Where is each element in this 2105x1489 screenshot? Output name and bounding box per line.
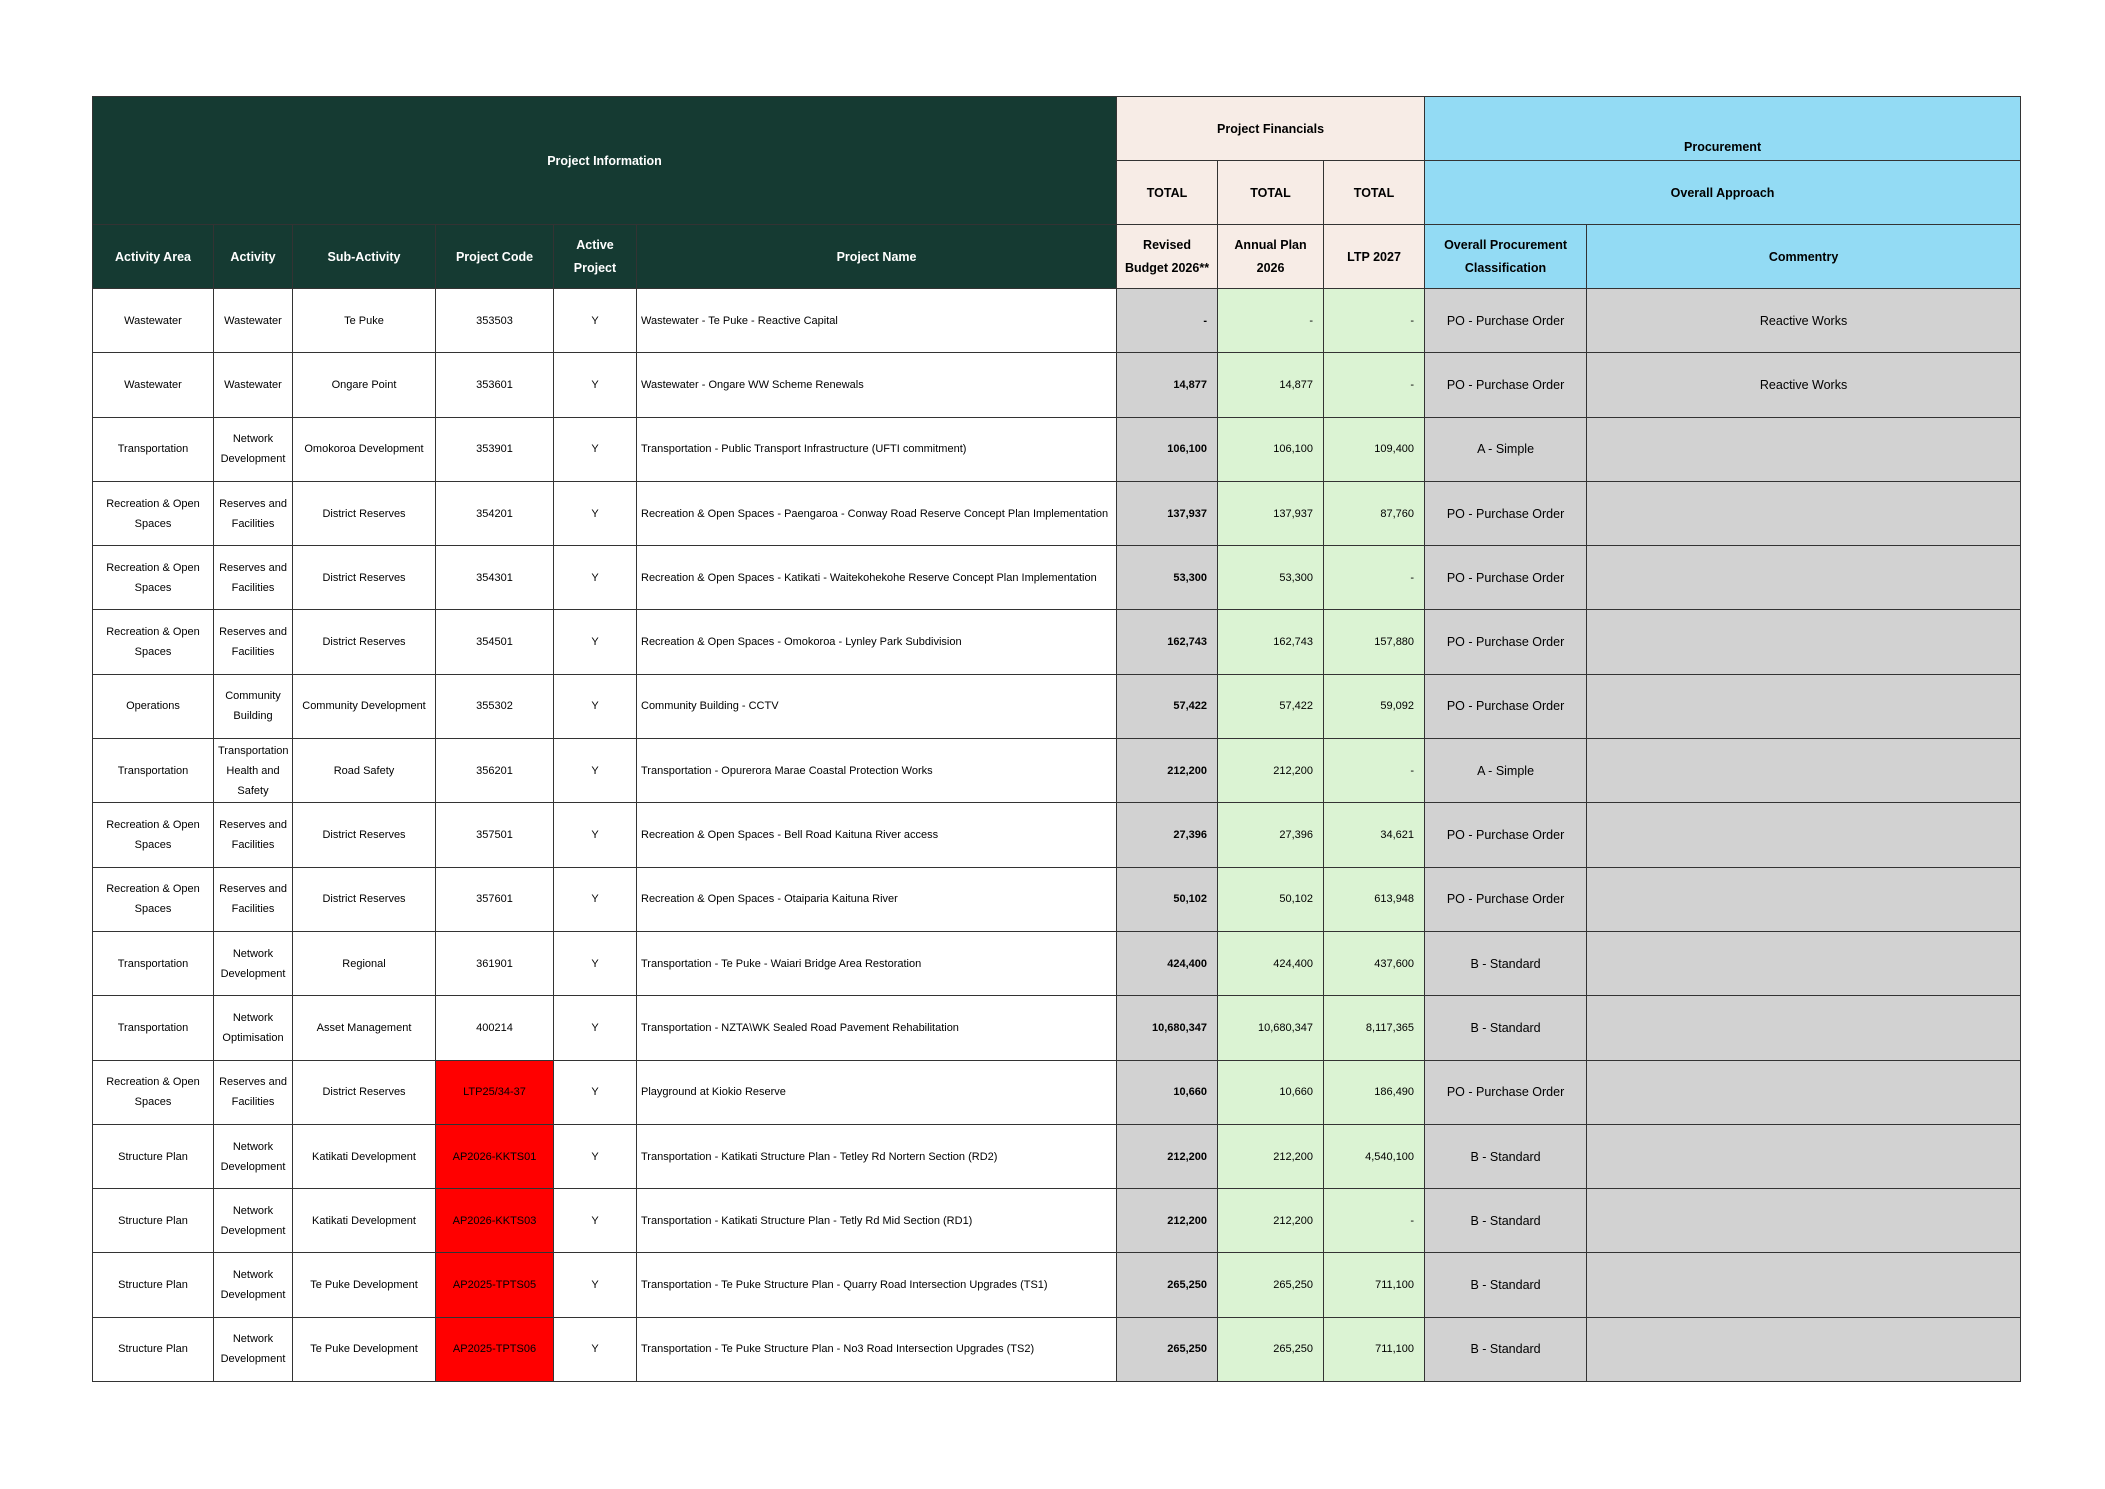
cell-procurement-classification: B - Standard	[1425, 1189, 1587, 1253]
cell-activity: Reserves and Facilities	[214, 481, 293, 545]
col-procurement-classification: Overall Procurement Classification	[1425, 225, 1587, 289]
cell-project-name: Transportation - Opurerora Marae Coastal Protection Works	[637, 739, 1117, 803]
cell-project-code: 356201	[436, 739, 554, 803]
cell-commentary	[1587, 1124, 2021, 1188]
cell-annual-plan: 106,100	[1218, 417, 1324, 481]
cell-revised-budget: 212,200	[1117, 1189, 1218, 1253]
cell-active-project: Y	[554, 1253, 637, 1317]
cell-revised-budget: 137,937	[1117, 481, 1218, 545]
table-row	[93, 739, 2021, 803]
table-row	[93, 610, 2021, 674]
cell-ltp: 109,400	[1324, 417, 1425, 481]
table-row	[93, 867, 2021, 931]
cell-commentary	[1587, 996, 2021, 1060]
cell-project-code: 354201	[436, 481, 554, 545]
cell-procurement-classification: PO - Purchase Order	[1425, 610, 1587, 674]
table-row	[93, 353, 2021, 417]
cell-activity: Reserves and Facilities	[214, 803, 293, 867]
table-row	[93, 996, 2021, 1060]
col-activity: Activity	[214, 225, 293, 289]
cell-ltp: 186,490	[1324, 1060, 1425, 1124]
cell-project-code: AP2026-KKTS03	[436, 1189, 554, 1253]
cell-sub-activity: Ongare Point	[293, 353, 436, 417]
cell-project-name: Transportation - Katikati Structure Plan - Tetly Rd Mid Section (RD1)	[637, 1189, 1117, 1253]
cell-procurement-classification: PO - Purchase Order	[1425, 803, 1587, 867]
cell-sub-activity: District Reserves	[293, 481, 436, 545]
table-row	[93, 1189, 2021, 1253]
cell-project-name: Recreation & Open Spaces - Paengaroa - Conway Road Reserve Concept Plan Implementation	[637, 481, 1117, 545]
cell-activity-area: Recreation & Open Spaces	[93, 867, 214, 931]
cell-project-code: LTP25/34-37	[436, 1060, 554, 1124]
col-sub-activity: Sub-Activity	[293, 225, 436, 289]
cell-active-project: Y	[554, 1317, 637, 1381]
cell-ltp: -	[1324, 289, 1425, 353]
cell-ltp: 87,760	[1324, 481, 1425, 545]
table-row	[93, 1317, 2021, 1381]
cell-annual-plan: 162,743	[1218, 610, 1324, 674]
cell-annual-plan: 265,250	[1218, 1317, 1324, 1381]
cell-project-name: Transportation - Katikati Structure Plan - Tetley Rd Nortern Section (RD2)	[637, 1124, 1117, 1188]
cell-annual-plan: 57,422	[1218, 674, 1324, 738]
table-row	[93, 1060, 2021, 1124]
col-annual-plan: Annual Plan 2026	[1218, 225, 1324, 289]
cell-procurement-classification: B - Standard	[1425, 1124, 1587, 1188]
cell-active-project: Y	[554, 1189, 637, 1253]
cell-commentary	[1587, 803, 2021, 867]
table-row	[93, 1124, 2021, 1188]
cell-sub-activity: District Reserves	[293, 610, 436, 674]
cell-active-project: Y	[554, 481, 637, 545]
cell-commentary: Reactive Works	[1587, 353, 2021, 417]
cell-annual-plan: 50,102	[1218, 867, 1324, 931]
cell-activity: Network Development	[214, 1189, 293, 1253]
cell-project-name: Recreation & Open Spaces - Bell Road Kaituna River access	[637, 803, 1117, 867]
cell-commentary	[1587, 1317, 2021, 1381]
cell-project-name: Playground at Kiokio Reserve	[637, 1060, 1117, 1124]
cell-commentary	[1587, 931, 2021, 995]
cell-procurement-classification: PO - Purchase Order	[1425, 546, 1587, 610]
cell-active-project: Y	[554, 931, 637, 995]
cell-procurement-classification: PO - Purchase Order	[1425, 1060, 1587, 1124]
cell-project-name: Transportation - Te Puke - Waiari Bridge Area Restoration	[637, 931, 1117, 995]
cell-commentary	[1587, 610, 2021, 674]
cell-project-code: AP2025-TPTS06	[436, 1317, 554, 1381]
cell-ltp: 437,600	[1324, 931, 1425, 995]
cell-revised-budget: 50,102	[1117, 867, 1218, 931]
cell-annual-plan: 27,396	[1218, 803, 1324, 867]
cell-activity-area: Recreation & Open Spaces	[93, 546, 214, 610]
total-header-revised: TOTAL	[1117, 161, 1218, 225]
cell-annual-plan: 212,200	[1218, 739, 1324, 803]
cell-annual-plan: -	[1218, 289, 1324, 353]
cell-sub-activity: Asset Management	[293, 996, 436, 1060]
cell-project-code: 357501	[436, 803, 554, 867]
col-project-code: Project Code	[436, 225, 554, 289]
cell-activity: Network Development	[214, 1317, 293, 1381]
total-header-annual: TOTAL	[1218, 161, 1324, 225]
col-activity-area: Activity Area	[93, 225, 214, 289]
cell-commentary	[1587, 867, 2021, 931]
cell-sub-activity: District Reserves	[293, 867, 436, 931]
cell-revised-budget: 162,743	[1117, 610, 1218, 674]
cell-ltp: -	[1324, 353, 1425, 417]
cell-ltp: 613,948	[1324, 867, 1425, 931]
cell-sub-activity: Road Safety	[293, 739, 436, 803]
cell-commentary	[1587, 481, 2021, 545]
cell-activity: Transportation Health and Safety	[214, 739, 293, 803]
cell-annual-plan: 212,200	[1218, 1124, 1324, 1188]
cell-active-project: Y	[554, 610, 637, 674]
cell-project-code: 353601	[436, 353, 554, 417]
cell-annual-plan: 14,877	[1218, 353, 1324, 417]
cell-project-code: AP2026-KKTS01	[436, 1124, 554, 1188]
cell-revised-budget: 212,200	[1117, 739, 1218, 803]
col-active-project: Active Project	[554, 225, 637, 289]
cell-project-name: Recreation & Open Spaces - Katikati - Waitekohekohe Reserve Concept Plan Implementation	[637, 546, 1117, 610]
cell-commentary	[1587, 674, 2021, 738]
cell-ltp: 8,117,365	[1324, 996, 1425, 1060]
cell-sub-activity: Katikati Development	[293, 1189, 436, 1253]
cell-procurement-classification: PO - Purchase Order	[1425, 481, 1587, 545]
project-information-header: Project Information	[93, 97, 1117, 225]
cell-activity-area: Structure Plan	[93, 1253, 214, 1317]
cell-annual-plan: 10,680,347	[1218, 996, 1324, 1060]
cell-project-name: Wastewater - Ongare WW Scheme Renewals	[637, 353, 1117, 417]
table-row	[93, 803, 2021, 867]
cell-sub-activity: Te Puke	[293, 289, 436, 353]
cell-activity-area: Recreation & Open Spaces	[93, 1060, 214, 1124]
cell-active-project: Y	[554, 867, 637, 931]
cell-procurement-classification: B - Standard	[1425, 1253, 1587, 1317]
cell-active-project: Y	[554, 546, 637, 610]
cell-commentary	[1587, 739, 2021, 803]
cell-ltp: -	[1324, 1189, 1425, 1253]
cell-commentary	[1587, 1189, 2021, 1253]
cell-activity-area: Structure Plan	[93, 1124, 214, 1188]
cell-procurement-classification: PO - Purchase Order	[1425, 674, 1587, 738]
cell-activity: Wastewater	[214, 289, 293, 353]
cell-activity: Reserves and Facilities	[214, 867, 293, 931]
cell-sub-activity: District Reserves	[293, 803, 436, 867]
cell-annual-plan: 53,300	[1218, 546, 1324, 610]
cell-sub-activity: Te Puke Development	[293, 1317, 436, 1381]
cell-sub-activity: District Reserves	[293, 546, 436, 610]
cell-active-project: Y	[554, 1124, 637, 1188]
cell-project-name: Transportation - Te Puke Structure Plan - No3 Road Intersection Upgrades (TS2)	[637, 1317, 1117, 1381]
cell-activity-area: Wastewater	[93, 289, 214, 353]
cell-project-name: Wastewater - Te Puke - Reactive Capital	[637, 289, 1117, 353]
cell-activity-area: Transportation	[93, 931, 214, 995]
cell-annual-plan: 265,250	[1218, 1253, 1324, 1317]
cell-active-project: Y	[554, 674, 637, 738]
cell-active-project: Y	[554, 353, 637, 417]
cell-annual-plan: 137,937	[1218, 481, 1324, 545]
cell-revised-budget: 10,680,347	[1117, 996, 1218, 1060]
total-header-ltp: TOTAL	[1324, 161, 1425, 225]
cell-revised-budget: 212,200	[1117, 1124, 1218, 1188]
cell-procurement-classification: PO - Purchase Order	[1425, 867, 1587, 931]
cell-commentary	[1587, 1060, 2021, 1124]
cell-procurement-classification: A - Simple	[1425, 417, 1587, 481]
cell-sub-activity: District Reserves	[293, 1060, 436, 1124]
cell-activity: Network Optimisation	[214, 996, 293, 1060]
cell-active-project: Y	[554, 996, 637, 1060]
table-row	[93, 1253, 2021, 1317]
cell-activity-area: Transportation	[93, 739, 214, 803]
col-ltp: LTP 2027	[1324, 225, 1425, 289]
cell-activity: Reserves and Facilities	[214, 1060, 293, 1124]
cell-ltp: -	[1324, 546, 1425, 610]
cell-activity-area: Operations	[93, 674, 214, 738]
cell-procurement-classification: PO - Purchase Order	[1425, 289, 1587, 353]
cell-revised-budget: 27,396	[1117, 803, 1218, 867]
col-commentary: Commentry	[1587, 225, 2021, 289]
cell-procurement-classification: B - Standard	[1425, 1317, 1587, 1381]
cell-activity: Reserves and Facilities	[214, 546, 293, 610]
cell-activity-area: Transportation	[93, 417, 214, 481]
cell-procurement-classification: B - Standard	[1425, 931, 1587, 995]
col-project-name: Project Name	[637, 225, 1117, 289]
table-row	[93, 931, 2021, 995]
project-financials-header: Project Financials	[1117, 97, 1425, 161]
cell-commentary: Reactive Works	[1587, 289, 2021, 353]
cell-active-project: Y	[554, 417, 637, 481]
cell-procurement-classification: PO - Purchase Order	[1425, 353, 1587, 417]
cell-ltp: 711,100	[1324, 1317, 1425, 1381]
cell-sub-activity: Katikati Development	[293, 1124, 436, 1188]
cell-ltp: -	[1324, 739, 1425, 803]
cell-project-code: 353901	[436, 417, 554, 481]
cell-revised-budget: 53,300	[1117, 546, 1218, 610]
cell-revised-budget: 57,422	[1117, 674, 1218, 738]
cell-project-code: 355302	[436, 674, 554, 738]
cell-project-code: 354301	[436, 546, 554, 610]
cell-activity: Wastewater	[214, 353, 293, 417]
overall-approach-header: Overall Approach	[1425, 161, 2021, 225]
cell-project-name: Recreation & Open Spaces - Otaiparia Kaituna River	[637, 867, 1117, 931]
cell-revised-budget: 424,400	[1117, 931, 1218, 995]
cell-annual-plan: 10,660	[1218, 1060, 1324, 1124]
cell-project-name: Recreation & Open Spaces - Omokoroa - Lynley Park Subdivision	[637, 610, 1117, 674]
cell-active-project: Y	[554, 803, 637, 867]
cell-project-name: Transportation - NZTA\WK Sealed Road Pavement Rehabilitation	[637, 996, 1117, 1060]
cell-revised-budget: 106,100	[1117, 417, 1218, 481]
procurement-header: Procurement	[1425, 97, 2021, 161]
cell-project-name: Transportation - Public Transport Infrastructure (UFTI commitment)	[637, 417, 1117, 481]
cell-revised-budget: -	[1117, 289, 1218, 353]
cell-activity: Network Development	[214, 417, 293, 481]
cell-active-project: Y	[554, 1060, 637, 1124]
cell-activity: Network Development	[214, 1124, 293, 1188]
cell-activity-area: Structure Plan	[93, 1189, 214, 1253]
cell-project-code: 354501	[436, 610, 554, 674]
table-row	[93, 417, 2021, 481]
cell-procurement-classification: B - Standard	[1425, 996, 1587, 1060]
cell-ltp: 157,880	[1324, 610, 1425, 674]
cell-sub-activity: Te Puke Development	[293, 1253, 436, 1317]
cell-project-code: 361901	[436, 931, 554, 995]
cell-activity: Reserves and Facilities	[214, 610, 293, 674]
cell-commentary	[1587, 546, 2021, 610]
cell-annual-plan: 212,200	[1218, 1189, 1324, 1253]
cell-revised-budget: 10,660	[1117, 1060, 1218, 1124]
col-revised-budget: Revised Budget 2026**	[1117, 225, 1218, 289]
cell-annual-plan: 424,400	[1218, 931, 1324, 995]
cell-ltp: 4,540,100	[1324, 1124, 1425, 1188]
cell-active-project: Y	[554, 289, 637, 353]
cell-sub-activity: Omokoroa Development	[293, 417, 436, 481]
cell-revised-budget: 265,250	[1117, 1253, 1218, 1317]
cell-activity-area: Wastewater	[93, 353, 214, 417]
cell-project-code: 353503	[436, 289, 554, 353]
cell-activity-area: Recreation & Open Spaces	[93, 803, 214, 867]
table-row	[93, 289, 2021, 353]
cell-activity-area: Transportation	[93, 996, 214, 1060]
cell-project-name: Transportation - Te Puke Structure Plan - Quarry Road Intersection Upgrades (TS1)	[637, 1253, 1117, 1317]
cell-commentary	[1587, 417, 2021, 481]
cell-activity: Network Development	[214, 931, 293, 995]
cell-project-code: 400214	[436, 996, 554, 1060]
table-row	[93, 546, 2021, 610]
table-row	[93, 481, 2021, 545]
cell-activity-area: Structure Plan	[93, 1317, 214, 1381]
cell-activity-area: Recreation & Open Spaces	[93, 481, 214, 545]
cell-commentary	[1587, 1253, 2021, 1317]
table-row	[93, 674, 2021, 738]
cell-activity: Network Development	[214, 1253, 293, 1317]
cell-sub-activity: Regional	[293, 931, 436, 995]
cell-activity: Community Building	[214, 674, 293, 738]
cell-procurement-classification: A - Simple	[1425, 739, 1587, 803]
cell-ltp: 59,092	[1324, 674, 1425, 738]
cell-ltp: 34,621	[1324, 803, 1425, 867]
cell-project-code: 357601	[436, 867, 554, 931]
cell-revised-budget: 265,250	[1117, 1317, 1218, 1381]
cell-project-code: AP2025-TPTS05	[436, 1253, 554, 1317]
cell-sub-activity: Community Development	[293, 674, 436, 738]
cell-project-name: Community Building - CCTV	[637, 674, 1117, 738]
cell-active-project: Y	[554, 739, 637, 803]
cell-activity-area: Recreation & Open Spaces	[93, 610, 214, 674]
capital-projects-table	[92, 96, 2021, 1382]
cell-ltp: 711,100	[1324, 1253, 1425, 1317]
cell-revised-budget: 14,877	[1117, 353, 1218, 417]
